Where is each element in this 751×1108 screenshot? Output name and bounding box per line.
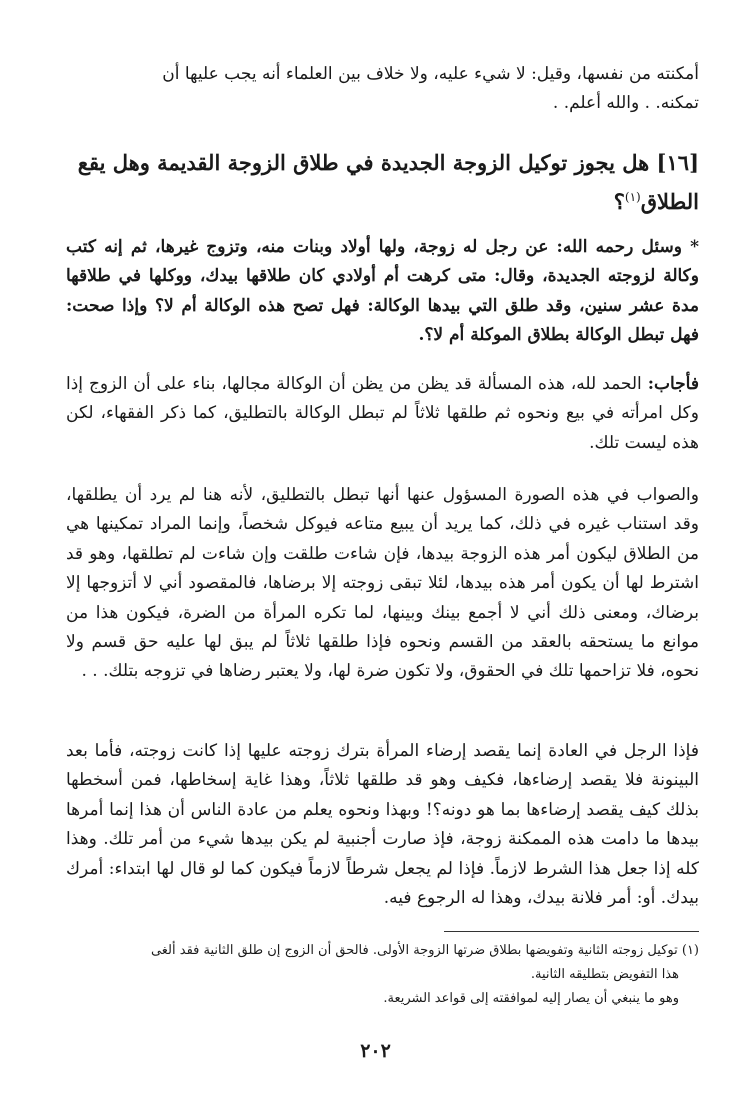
heading-line-2-text: الطلاق [640, 189, 699, 214]
husband-intent-paragraph: فإذا الرجل في العادة إنما يقصد إرضاء المرأة بترك زوجته عليها إذا كانت زوجته، فأما بعد البينونة فلا يقصد إرضاءها، فكيف وهو قد طلقها ثلاثاً، وهذا غاية إسخاطها، فمن أسخطها بذلك كيف يقصد إرضاءها بما هو دونه؟! وبهذا ونحوه يعلم من عادة الناس أن هذا إنما أمرها بيدها ما دامت هذه الممكنة زوجة، فإذ صارت أجنبية لم يكن بيدها شيء من أمر تلك. وهذا كله إذا جعل هذا الشرط لازماً. فإذا لم يجعل شرطاً لازماً فيكون كما لو قال لها ابتداء: أمرك بيدك. أو: أمر فلانة بيدك، وهذا له الرجوع فيه. [66, 741, 699, 909]
footnote-1-line-3: وهو ما ينبغي أن يصار إليه لموافقته إلى قواعد الشريعة. [383, 991, 679, 1006]
opening-line-1: أمكنته من نفسها، وقيل: لا شيء عليه، ولا خلاف بين العلماء أنه يجب عليها أن [162, 64, 699, 84]
heading-question-mark: ؟ [613, 189, 625, 214]
question-paragraph: * وسئل رحمه الله: عن رجل له زوجة، ولها أولاد وبنات منه، وتزوج غيرها، ثم إنه كتب وكالة لزوجته الجديدة، وقال: متى كرهت أم أولادي كان طلاقها بيدك، ووكلها في طلاقها مدة عشر سنين، وقد طلق التي بيدها الوكالة: فهل تصح هذه الوكالة أم لا؟ وإذا صحت: فهل تبطل الوكالة بطلاق الموكلة أم لا؟. [66, 237, 699, 346]
footnote-1-line-2: هذا التفويض بتطليقه الثانية. [530, 967, 679, 982]
answer-lead: فأجاب: [647, 374, 699, 394]
opening-line-2: تمكنه. . والله أعلم. . [552, 93, 699, 114]
footnote-1-line-1: (١) توكيل زوجته الثانية وتفويضها بطلاق ضرتها الزوجة الأولى. فالحق أن الزوج إن طلق الثانية فقد ألغى [150, 943, 699, 958]
section-heading [66, 146, 699, 219]
correct-view-paragraph: والصواب في هذه الصورة المسؤول عنها أنها تبطل بالتطليق، لأنه هنا لم يرد أن يطلقها، وقد استناب غيره في ذلك، كما يريد أن يبيع متاعه فيوكل شخصاً، وإنما المراد تمكينها هي من الطلاق ليكون أمر هذه الزوجة بيدها، فإن شاءت طلقت وإن شاءت لم تطلقها، وهو قد اشترط لها أن يكون أمر هذه بيدها، لئلا تبقى زوجته إلا برضاها، فالمقصود أني لا أتزوجها إلا برضاك، ومعنى ذلك أني لا أجمع بينك وبينها، لما تكره المرأة من الضرة، فيكون هذا من موانع ما يستحقه بالعقد من القسم ونحوه فإذا طلقها ثلاثاً لم يبق لها عليه حق قسم ولا نحوه، فلا تزاحمها تلك في الحقوق، ولا تكون ضرة لها، ولا يعتبر رضاها في تزوجه بتلك. . . [66, 485, 699, 682]
answer-paragraph [66, 370, 699, 458]
heading-line-2 [66, 180, 699, 219]
answer-text: الحمد لله، هذه المسألة قد يظن من يظن أن الوكالة مجالها، بناء على أن الزوج إذا وكل امرأته في بيع ونحوه ثم طلقها ثلاثاً لم تبطل الوكالة بالتطليق، كما ذكر الفقهاء، لكن هذه ليست تلك. [66, 374, 699, 453]
footnote-separator [444, 931, 699, 932]
footnotes [66, 939, 699, 1011]
opening-paragraph [66, 60, 699, 119]
footnote-marker[interactable]: (١) [624, 190, 641, 204]
page-number: ٢٠٢ [360, 1040, 391, 1062]
heading-line-1: [١٦] هل يجوز توكيل الزوجة الجديدة في طلاق الزوجة القديمة وهل يقع [77, 150, 699, 175]
